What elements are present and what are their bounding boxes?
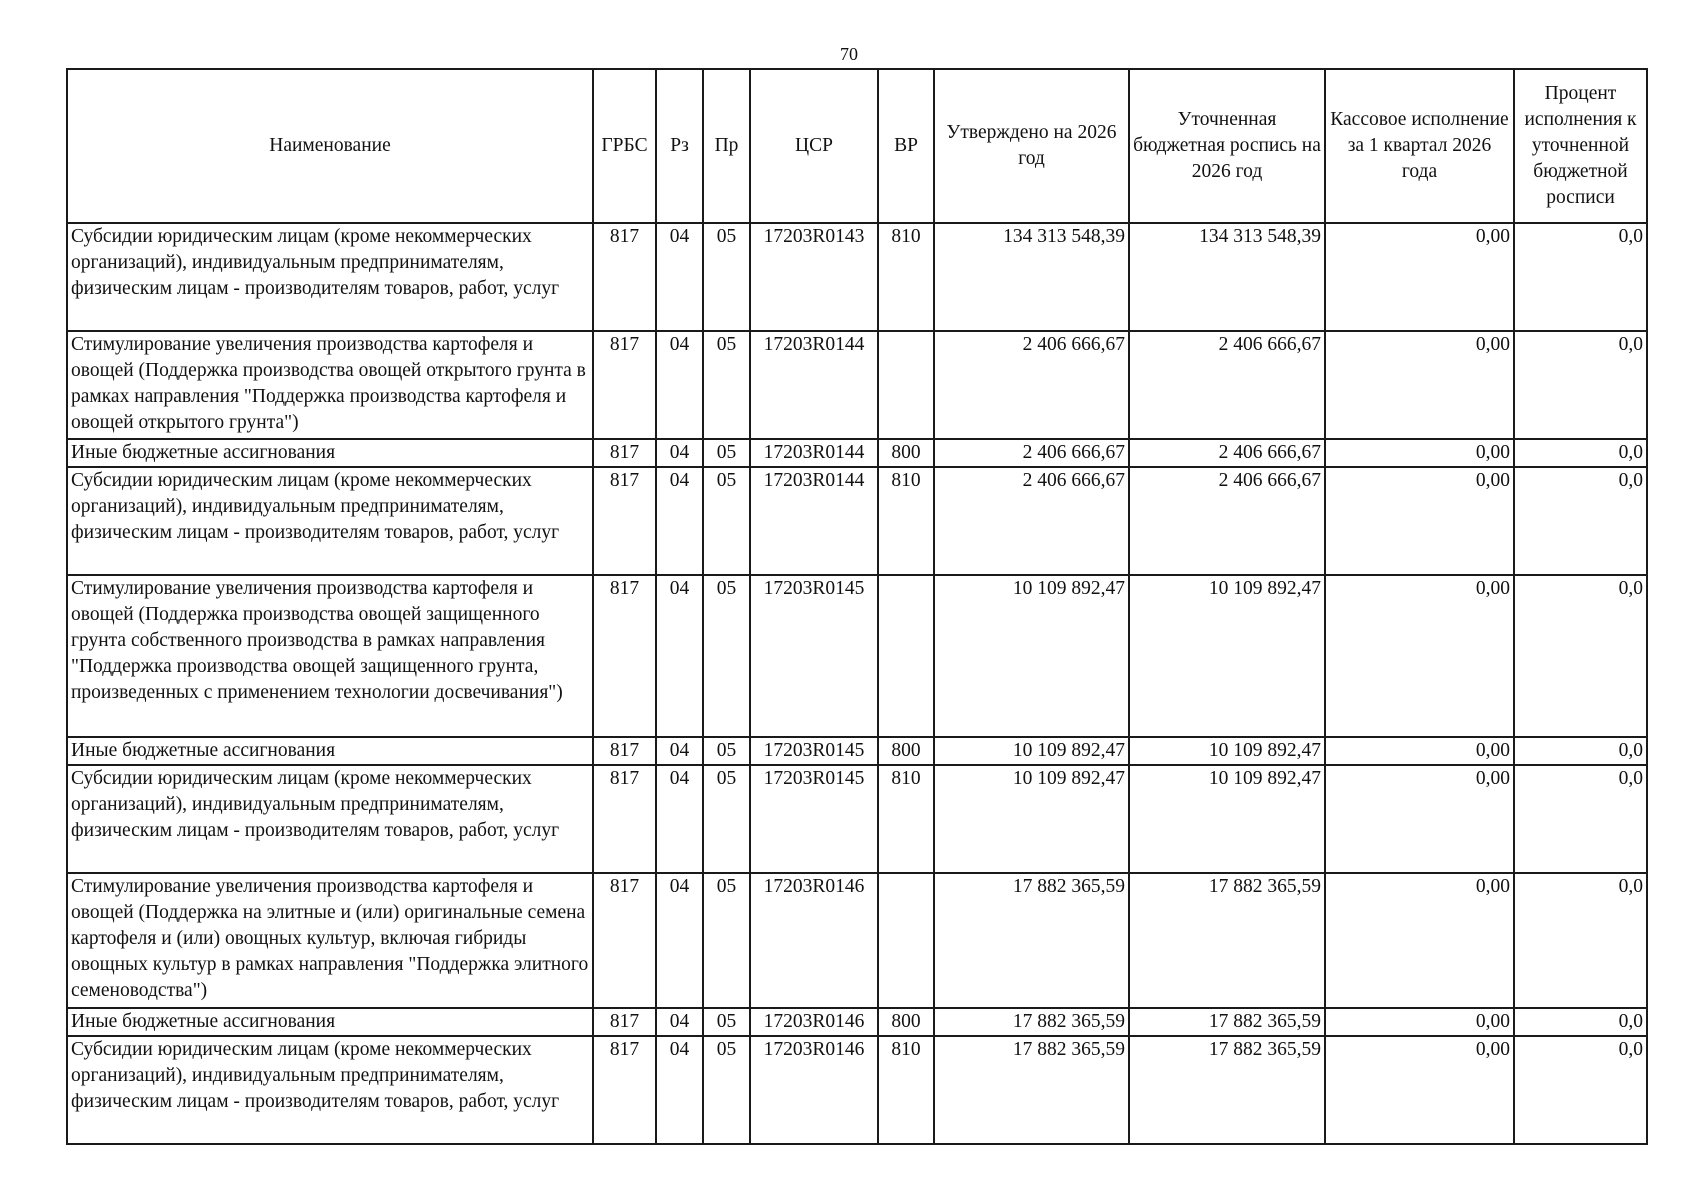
header-refined: Уточненная бюджетная роспись на 2026 год: [1129, 69, 1325, 223]
cell-vr: [878, 575, 934, 737]
cell-name: Иные бюджетные ассигнования: [67, 439, 593, 467]
cell-approved: 10 109 892,47: [934, 737, 1129, 765]
cell-percent: 0,0: [1514, 223, 1647, 331]
cell-percent: 0,0: [1514, 331, 1647, 439]
cell-approved: 17 882 365,59: [934, 1008, 1129, 1036]
cell-refined: 10 109 892,47: [1129, 575, 1325, 737]
cell-refined: 10 109 892,47: [1129, 737, 1325, 765]
table-row: [67, 1008, 1647, 1036]
cell-approved: 10 109 892,47: [934, 765, 1129, 873]
cell-name: Субсидии юридическим лицам (кроме некоммерческих организаций), индивидуальным предпринимателям, физическим лицам - производителям товаров, работ, услуг: [67, 765, 593, 873]
table-row: [67, 1036, 1647, 1144]
cell-pr: 05: [703, 331, 750, 439]
cell-approved: 2 406 666,67: [934, 467, 1129, 575]
cell-vr: 810: [878, 223, 934, 331]
cell-approved: 134 313 548,39: [934, 223, 1129, 331]
cell-grbs: 817: [593, 331, 656, 439]
cell-pr: 05: [703, 439, 750, 467]
cell-name: Иные бюджетные ассигнования: [67, 737, 593, 765]
cell-csr: 17203R0145: [750, 575, 878, 737]
cell-percent: 0,0: [1514, 575, 1647, 737]
budget-table: [66, 68, 1648, 1145]
cell-pr: 05: [703, 765, 750, 873]
cell-rz: 04: [656, 575, 703, 737]
cell-pr: 05: [703, 223, 750, 331]
cell-csr: 17203R0146: [750, 873, 878, 1008]
cell-grbs: 817: [593, 1008, 656, 1036]
cell-name: Иные бюджетные ассигнования: [67, 1008, 593, 1036]
cell-percent: 0,0: [1514, 765, 1647, 873]
cell-grbs: 817: [593, 737, 656, 765]
cell-grbs: 817: [593, 223, 656, 331]
cell-name: Субсидии юридическим лицам (кроме некоммерческих организаций), индивидуальным предпринимателям, физическим лицам - производителям товаров, работ, услуг: [67, 1036, 593, 1144]
cell-pr: 05: [703, 1008, 750, 1036]
cell-vr: [878, 331, 934, 439]
table-row: [67, 737, 1647, 765]
cell-csr: 17203R0144: [750, 439, 878, 467]
cell-percent: 0,0: [1514, 873, 1647, 1008]
page-number: 70: [840, 44, 858, 64]
cell-vr: 800: [878, 1008, 934, 1036]
cell-name: Стимулирование увеличения производства картофеля и овощей (Поддержка производства овощей открытого грунта в рамках направления "Поддержка производства картофеля и овощей открытого грунта"): [67, 331, 593, 439]
table-row: [67, 873, 1647, 1008]
cell-vr: 810: [878, 1036, 934, 1144]
cell-rz: 04: [656, 439, 703, 467]
cell-grbs: 817: [593, 765, 656, 873]
header-cash: Кассовое исполнение за 1 квартал 2026 года: [1325, 69, 1514, 223]
header-row: [67, 69, 1647, 223]
cell-refined: 17 882 365,59: [1129, 1008, 1325, 1036]
table-row: [67, 439, 1647, 467]
cell-rz: 04: [656, 873, 703, 1008]
header-name: Наименование: [67, 69, 593, 223]
cell-approved: 2 406 666,67: [934, 331, 1129, 439]
cell-percent: 0,0: [1514, 737, 1647, 765]
cell-csr: 17203R0145: [750, 737, 878, 765]
cell-rz: 04: [656, 765, 703, 873]
cell-refined: 2 406 666,67: [1129, 467, 1325, 575]
cell-vr: 800: [878, 737, 934, 765]
cell-cash: 0,00: [1325, 1036, 1514, 1144]
header-pr: Пр: [703, 69, 750, 223]
header-vr: ВР: [878, 69, 934, 223]
cell-cash: 0,00: [1325, 223, 1514, 331]
cell-refined: 134 313 548,39: [1129, 223, 1325, 331]
cell-grbs: 817: [593, 1036, 656, 1144]
cell-name: Субсидии юридическим лицам (кроме некоммерческих организаций), индивидуальным предпринимателям, физическим лицам - производителям товаров, работ, услуг: [67, 467, 593, 575]
cell-pr: 05: [703, 1036, 750, 1144]
cell-percent: 0,0: [1514, 439, 1647, 467]
cell-cash: 0,00: [1325, 439, 1514, 467]
cell-grbs: 817: [593, 467, 656, 575]
cell-grbs: 817: [593, 575, 656, 737]
cell-csr: 17203R0146: [750, 1036, 878, 1144]
cell-pr: 05: [703, 873, 750, 1008]
cell-approved: 17 882 365,59: [934, 1036, 1129, 1144]
cell-rz: 04: [656, 467, 703, 575]
cell-cash: 0,00: [1325, 765, 1514, 873]
cell-rz: 04: [656, 1036, 703, 1144]
header-grbs: ГРБС: [593, 69, 656, 223]
cell-rz: 04: [656, 331, 703, 439]
cell-refined: 17 882 365,59: [1129, 873, 1325, 1008]
cell-cash: 0,00: [1325, 873, 1514, 1008]
cell-name: Стимулирование увеличения производства картофеля и овощей (Поддержка производства овощей защищенного грунта собственного производства в рамках направления "Поддержка производства овощей защищенного грунта, произведенных с применением технологии досвечивания"): [67, 575, 593, 737]
cell-refined: 2 406 666,67: [1129, 439, 1325, 467]
cell-csr: 17203R0143: [750, 223, 878, 331]
cell-csr: 17203R0144: [750, 331, 878, 439]
cell-percent: 0,0: [1514, 467, 1647, 575]
cell-rz: 04: [656, 1008, 703, 1036]
cell-refined: 2 406 666,67: [1129, 331, 1325, 439]
cell-refined: 17 882 365,59: [1129, 1036, 1325, 1144]
cell-vr: 810: [878, 467, 934, 575]
cell-rz: 04: [656, 737, 703, 765]
cell-approved: 10 109 892,47: [934, 575, 1129, 737]
cell-cash: 0,00: [1325, 467, 1514, 575]
cell-vr: 810: [878, 765, 934, 873]
cell-name: Субсидии юридическим лицам (кроме некоммерческих организаций), индивидуальным предпринимателям, физическим лицам - производителям товаров, работ, услуг: [67, 223, 593, 331]
cell-refined: 10 109 892,47: [1129, 765, 1325, 873]
table-row: [67, 223, 1647, 331]
cell-cash: 0,00: [1325, 331, 1514, 439]
cell-csr: 17203R0146: [750, 1008, 878, 1036]
table-row: [67, 765, 1647, 873]
header-approved: Утверждено на 2026 год: [934, 69, 1129, 223]
header-rz: Рз: [656, 69, 703, 223]
cell-pr: 05: [703, 737, 750, 765]
cell-cash: 0,00: [1325, 737, 1514, 765]
cell-vr: 800: [878, 439, 934, 467]
header-percent: Процент исполнения к уточненной бюджетной росписи: [1514, 69, 1647, 223]
table-row: [67, 575, 1647, 737]
table-row: [67, 331, 1647, 439]
cell-percent: 0,0: [1514, 1036, 1647, 1144]
cell-csr: 17203R0145: [750, 765, 878, 873]
cell-approved: 2 406 666,67: [934, 439, 1129, 467]
cell-name: Стимулирование увеличения производства картофеля и овощей (Поддержка на элитные и (или) оригинальные семена картофеля и (или) овощных культур, включая гибриды овощных культур в рамках направления "Поддержка элитного семеноводства"): [67, 873, 593, 1008]
cell-grbs: 817: [593, 873, 656, 1008]
cell-vr: [878, 873, 934, 1008]
cell-cash: 0,00: [1325, 575, 1514, 737]
cell-percent: 0,0: [1514, 1008, 1647, 1036]
cell-grbs: 817: [593, 439, 656, 467]
cell-csr: 17203R0144: [750, 467, 878, 575]
cell-rz: 04: [656, 223, 703, 331]
header-csr: ЦСР: [750, 69, 878, 223]
cell-cash: 0,00: [1325, 1008, 1514, 1036]
cell-approved: 17 882 365,59: [934, 873, 1129, 1008]
cell-pr: 05: [703, 467, 750, 575]
cell-pr: 05: [703, 575, 750, 737]
table-row: [67, 467, 1647, 575]
